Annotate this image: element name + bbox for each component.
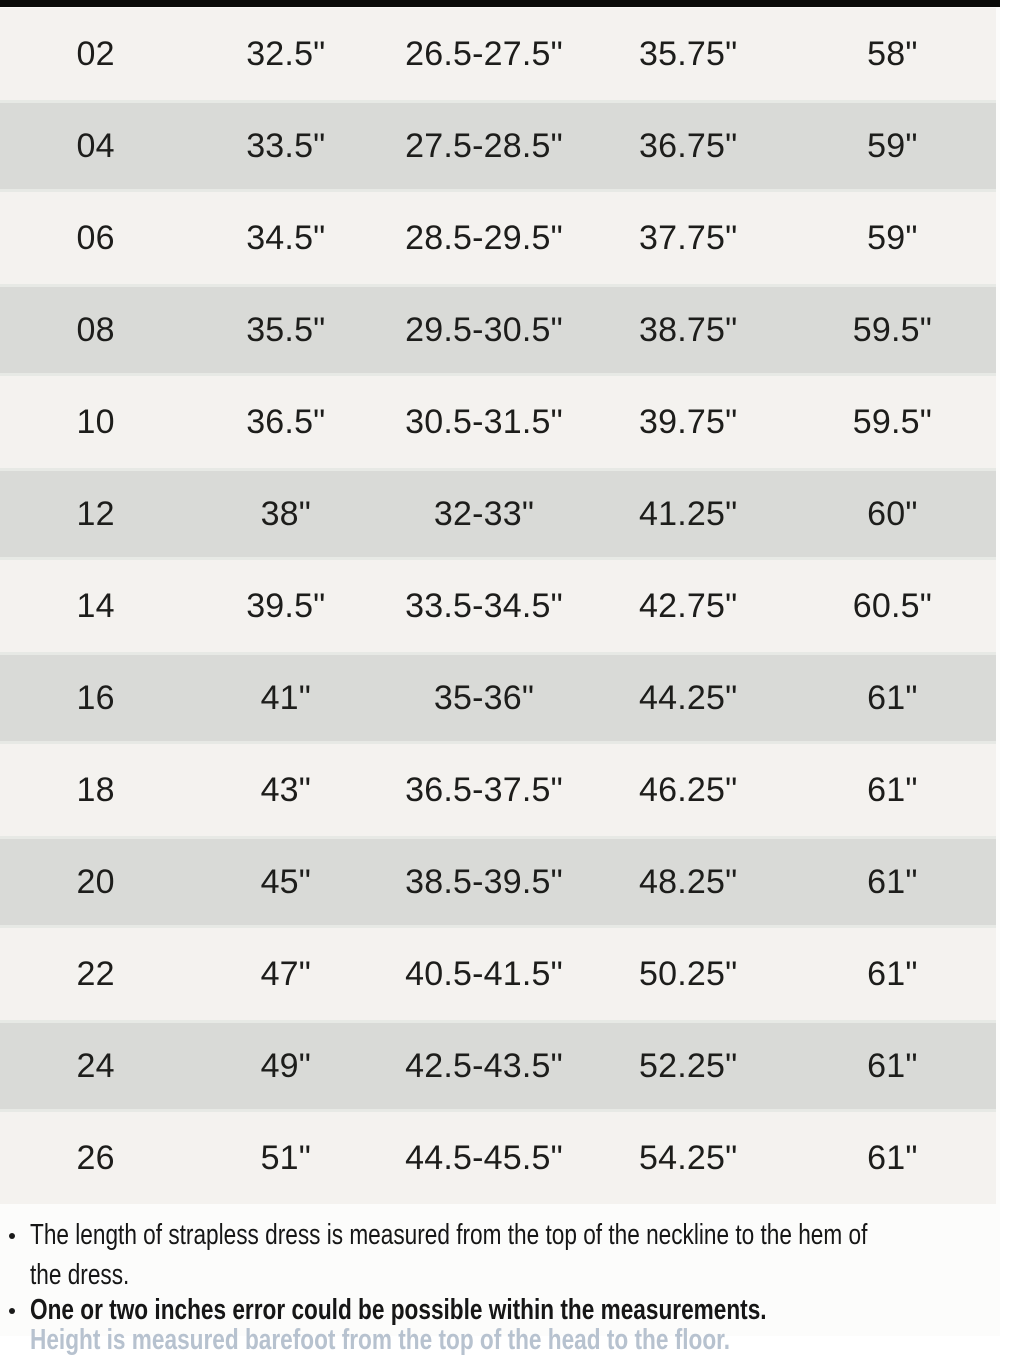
- table-cell: 61": [867, 770, 918, 809]
- table-cell: 49": [260, 1046, 312, 1085]
- table-cell: 40.5-41.5": [405, 954, 563, 993]
- table-cell: 39.5": [246, 586, 326, 625]
- table-cell: 47": [260, 954, 312, 993]
- table-cell: 52.25": [639, 1046, 738, 1085]
- table-cell: 59": [867, 126, 918, 165]
- note-text-block: [30, 1325, 1030, 1355]
- table-row: [0, 8, 996, 100]
- table-cell: 27.5-28.5": [405, 126, 563, 165]
- table-cell: 04: [76, 126, 115, 165]
- table-row: [0, 652, 996, 744]
- table-cell: 14: [76, 586, 115, 625]
- table-cell: 36.5-37.5": [405, 770, 563, 809]
- table-cell: 59.5": [852, 402, 933, 441]
- table-cell: 58": [867, 34, 918, 73]
- table-cell: 02: [76, 34, 115, 73]
- table-cell: 44.25": [639, 678, 738, 717]
- note-text: One or two inches error could be possible within the measurements.: [30, 1294, 767, 1326]
- table-cell: 35.5": [246, 310, 326, 349]
- table-cell: 61": [867, 678, 918, 717]
- table-cell: 33.5-34.5": [405, 586, 563, 625]
- table-row: [0, 928, 996, 1020]
- table-cell: 61": [867, 1046, 918, 1085]
- size-chart-table: [0, 8, 996, 1204]
- table-cell: 26: [76, 1138, 115, 1177]
- table-cell: 46.25": [639, 770, 738, 809]
- table-cell: 42.75": [639, 586, 738, 625]
- table-cell: 28.5-29.5": [405, 218, 563, 257]
- table-cell: 60": [867, 494, 918, 533]
- table-cell: 61": [867, 1138, 918, 1177]
- table-row: [0, 1112, 996, 1204]
- table-cell: 36.75": [639, 126, 738, 165]
- table-cell: 59": [867, 218, 918, 257]
- table-cell: 45": [260, 862, 312, 901]
- note-text: The length of strapless dress is measured from the top of the neckline to the hem of: [30, 1219, 868, 1251]
- table-cell: 38.75": [639, 310, 738, 349]
- table-row: [0, 376, 996, 468]
- table-cell: 22: [76, 954, 115, 993]
- table-row: [0, 1020, 996, 1112]
- table-cell: 18: [76, 770, 115, 809]
- table-cell: 41.25": [639, 494, 738, 533]
- table-cell: 44.5-45.5": [405, 1138, 563, 1177]
- table-cell: 35.75": [639, 34, 738, 73]
- table-row: [0, 560, 996, 652]
- table-cell: 06: [76, 218, 115, 257]
- table-cell: 30.5-31.5": [405, 402, 563, 441]
- table-row: [0, 192, 996, 284]
- table-row: [0, 284, 996, 376]
- table-row: [0, 836, 996, 928]
- table-cell: 38.5-39.5": [405, 862, 563, 901]
- table-cell: 38": [260, 494, 312, 533]
- table-cell: 37.75": [639, 218, 738, 257]
- note-text-block: [30, 1295, 1030, 1325]
- table-cell: 41": [260, 678, 312, 717]
- table-cell: 16: [76, 678, 115, 717]
- table-cell: 35-36": [433, 678, 535, 717]
- note-text-clipped: Height is measured barefoot from the top of the head to the floor.: [30, 1324, 731, 1356]
- table-cell: 43": [260, 770, 312, 809]
- table-cell: 51": [260, 1138, 312, 1177]
- table-cell: 08: [76, 310, 115, 349]
- table-cell: 20: [76, 862, 115, 901]
- table-cell: 61": [867, 954, 918, 993]
- table-cell: 32-33": [433, 494, 535, 533]
- note-item: [0, 1295, 1000, 1325]
- bullet-icon: [9, 1308, 15, 1314]
- table-cell: 32.5": [246, 34, 326, 73]
- note-item-clipped: [0, 1324, 1000, 1356]
- table-cell: 39.75": [639, 402, 738, 441]
- size-chart-body: [0, 8, 996, 1204]
- table-row: [0, 468, 996, 560]
- bullet-icon: [9, 1233, 15, 1239]
- table-cell: 42.5-43.5": [405, 1046, 563, 1085]
- table-cell: 29.5-30.5": [405, 310, 563, 349]
- table-cell: 24: [76, 1046, 115, 1085]
- table-cell: 54.25": [639, 1138, 738, 1177]
- note-text: the dress.: [30, 1259, 130, 1291]
- table-cell: 61": [867, 862, 918, 901]
- table-row: [0, 100, 996, 192]
- note-item: [0, 1215, 1000, 1295]
- table-row: [0, 744, 996, 836]
- table-cell: 10: [76, 402, 115, 441]
- table-cell: 60.5": [852, 586, 933, 625]
- notes-section: [0, 1204, 1000, 1356]
- table-cell: 48.25": [639, 862, 738, 901]
- table-cell: 26.5-27.5": [405, 34, 563, 73]
- table-top-border: [0, 0, 1000, 8]
- table-cell: 36.5": [246, 402, 326, 441]
- table-cell: 34.5": [246, 218, 326, 257]
- note-text-block: [30, 1215, 1030, 1295]
- table-cell: 50.25": [639, 954, 738, 993]
- table-cell: 59.5": [852, 310, 933, 349]
- table-cell: 33.5": [246, 126, 326, 165]
- table-cell: 12: [76, 494, 115, 533]
